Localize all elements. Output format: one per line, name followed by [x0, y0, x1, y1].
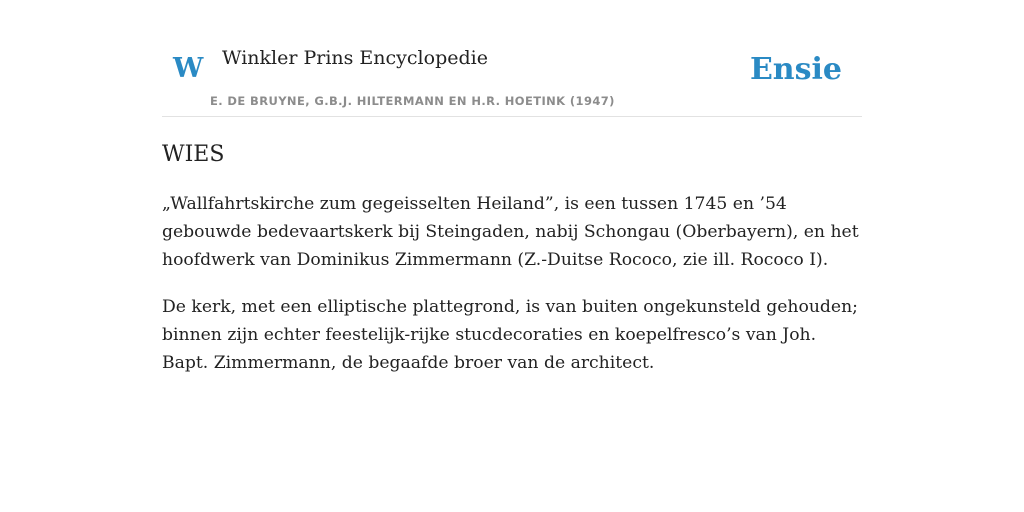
article-paragraph: De kerk, met een elliptische plattegrond, is van buiten ongekunsteld gehouden; binnen zijn echter feestelijk-rijke stucdecoraties en koepelfresco’s van Joh. Bapt. Zimmermann, de begaafde broer van de architect. — [162, 297, 858, 373]
article-paragraph: „Wallfahrtskirche zum gegeisselten Heiland”, is een tussen 1745 en ’54 gebouwde bedevaartskerk bij Steingaden, nabij Schongau (Oberbayern), en het hoofdwerk van Dominikus Zimmermann (Z.-Duitse Rococo, zie ill. Rococo I). — [162, 194, 859, 270]
source-logo[interactable]: W — [173, 53, 204, 84]
source-authors: E. DE BRUYNE, G.B.J. HILTERMANN EN H.R. HOETINK (1947) — [210, 94, 615, 108]
source-title[interactable]: Winkler Prins Encyclopedie — [222, 47, 488, 69]
article-headword: WIES — [162, 142, 225, 167]
article — [162, 140, 862, 377]
source-header — [162, 40, 862, 117]
brand-logo[interactable]: Ensie — [749, 52, 842, 87]
